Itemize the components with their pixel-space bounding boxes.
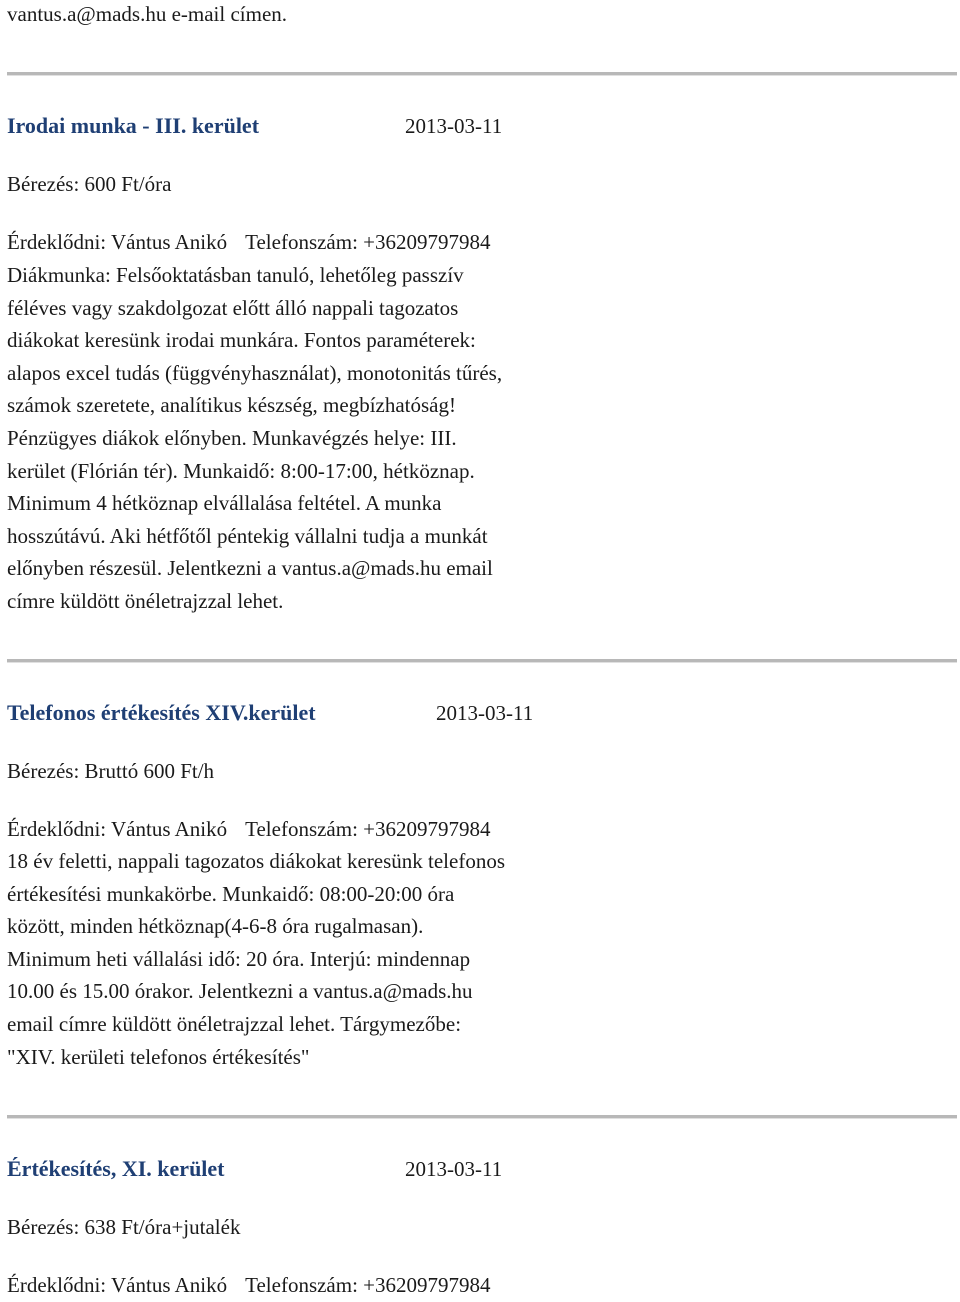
description-line: címre küldött önéletrajzzal lehet. bbox=[7, 588, 284, 613]
description-line: 18 év feletti, nappali tagozatos diákokat keresünk telefonos bbox=[7, 849, 506, 873]
description-line: Pénzügyes diákok előnyben. Munkavégzés helye: III. bbox=[7, 425, 457, 450]
job-salary: Bérezés: Bruttó 600 Ft/h bbox=[7, 759, 215, 783]
job-listing bbox=[7, 1153, 607, 1185]
job-date: 2013-03-11 bbox=[436, 701, 534, 725]
job-salary: Bérezés: 600 Ft/óra bbox=[7, 172, 172, 196]
job-date: 2013-03-11 bbox=[405, 114, 503, 138]
contact-phone: Telefonszám: +36209797984 bbox=[245, 230, 491, 254]
job-title[interactable]: Irodai munka - III. kerület bbox=[7, 113, 260, 138]
job-header bbox=[7, 697, 607, 729]
contact-name: Érdeklődni: Vántus Anikó bbox=[7, 230, 228, 254]
description-line: értékesítési munkakörbe. Munkaidő: 08:00-20:00 óra bbox=[7, 881, 455, 906]
description-line: diákokat keresünk irodai munkára. Fontos paraméterek: bbox=[7, 328, 476, 353]
contact-name: Érdeklődni: Vántus Anikó bbox=[7, 1273, 228, 1297]
description-line: Minimum heti vállalási idő: 20 óra. Interjú: mindennap bbox=[7, 946, 471, 971]
description-line: kerület (Flórián tér). Munkaidő: 8:00-17:00, hétköznap. bbox=[7, 458, 475, 483]
description-line: számok szeretete, analítikus készség, megbízhatóság! bbox=[7, 393, 456, 418]
job-header bbox=[7, 1153, 607, 1185]
description-line: előnyben részesül. Jelentkezni a vantus.a@mads.hu email bbox=[7, 556, 493, 581]
job-header bbox=[7, 110, 607, 142]
description-line: hosszútávú. Aki hétfőtől péntekig vállalni tudja a munkát bbox=[7, 523, 488, 548]
job-description bbox=[7, 845, 592, 1073]
job-listing bbox=[7, 110, 607, 142]
divider bbox=[7, 1115, 957, 1119]
intro-text: vantus.a@mads.hu e-mail címen. bbox=[7, 2, 288, 26]
description-line: Minimum 4 hétköznap elvállalása feltétel. A munka bbox=[7, 491, 442, 516]
job-listing bbox=[7, 697, 607, 729]
job-contact bbox=[7, 813, 491, 846]
contact-phone: Telefonszám: +36209797984 bbox=[245, 817, 491, 841]
description-line: email címre küldött önéletrajzzal lehet. Tárgymezőbe: bbox=[7, 1011, 462, 1036]
divider bbox=[7, 72, 957, 76]
job-title[interactable]: Értékesítés, XI. kerület bbox=[7, 1156, 225, 1181]
job-description bbox=[7, 259, 592, 618]
divider bbox=[7, 659, 957, 663]
job-contact bbox=[7, 226, 491, 259]
job-title[interactable]: Telefonos értékesítés XIV.kerület bbox=[7, 700, 316, 725]
description-line: "XIV. kerületi telefonos értékesítés" bbox=[7, 1044, 310, 1069]
job-salary: Bérezés: 638 Ft/óra+jutalék bbox=[7, 1215, 241, 1239]
description-line: között, minden hétköznap(4-6-8 óra rugalmasan). bbox=[7, 914, 424, 939]
description-line: alapos excel tudás (függvényhasználat), monotonitás tűrés, bbox=[7, 360, 503, 385]
description-line: féléves vagy szakdolgozat előtt álló nappali tagozatos bbox=[7, 295, 459, 320]
contact-name: Érdeklődni: Vántus Anikó bbox=[7, 817, 228, 841]
job-date: 2013-03-11 bbox=[405, 1157, 503, 1181]
contact-phone: Telefonszám: +36209797984 bbox=[245, 1273, 491, 1297]
description-line: 10.00 és 15.00 órakor. Jelentkezni a vantus.a@mads.hu bbox=[7, 979, 473, 1004]
job-contact bbox=[7, 1269, 491, 1302]
description-line: Diákmunka: Felsőoktatásban tanuló, lehetőleg passzív bbox=[7, 263, 464, 287]
